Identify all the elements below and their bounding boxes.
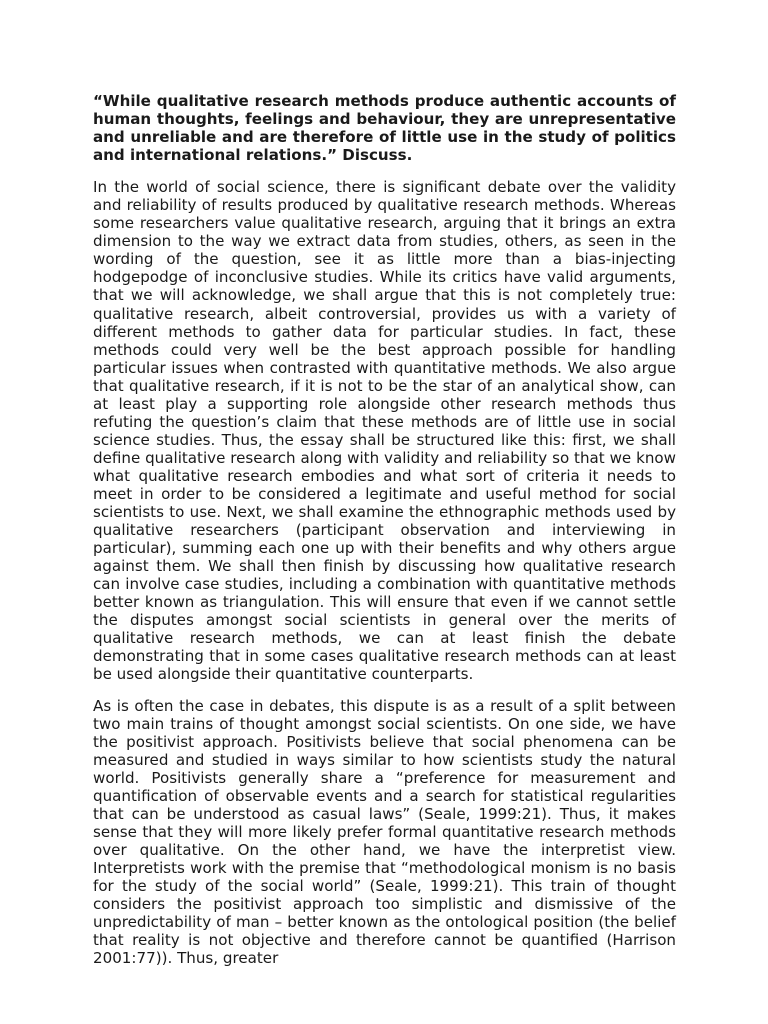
essay-question: “While qualitative research methods produce authentic accounts of human thoughts, feelings and behaviour, they are unrepresentative and unreliable and are therefore of little use in the study of politics and international relations.” Discuss. — [93, 92, 676, 165]
paragraph-introduction: In the world of social science, there is significant debate over the validity and reliability of results produced by qualitative research methods. Whereas some researchers value qualitative research, arguing that it brings an extra dimension to the way we extract data from studies, others, as seen in the wording of the question, see it as little more than a bias-injecting hodgepodge of inconclusive studies. While its critics have valid arguments, that we will acknowledge, we shall argue that this is not completely true: qualitative research, albeit controversial, provides us with a variety of different methods to gather data for particular studies. In fact, these methods could very well be the best approach possible for handling particular issues when contrasted with quantitative methods. We also argue that qualitative research, if it is not to be the star of an analytical show, can at least play a supporting role alongside other research methods thus refuting the question’s claim that these methods are of little use in social science studies. Thus, the essay shall be structured like this: first, we shall define qualitative research along with validity and reliability so that we know what qualitative research embodies and what sort of criteria it needs to meet in order to be considered a legitimate and useful method for social scientists to use. Next, we shall examine the ethnographic methods used by qualitative researchers (participant observation and interviewing in particular), summing each one up with their benefits and why others argue against them. We shall then finish by discussing how qualitative research can involve case studies, including a combination with quantitative methods better known as triangulation. This will ensure that even if we cannot settle the disputes amongst social scientists in general over the merits of qualitative research methods, we can at least finish the debate demonstrating that in some cases qualitative research methods can at least be used alongside their quantitative counterparts. — [93, 178, 676, 684]
document-page — [93, 92, 676, 980]
paragraph-positivist-debate: As is often the case in debates, this dispute is as a result of a split between two main trains of thought amongst social scientists. On one side, we have the positivist approach. Positivists believe that social phenomena can be measured and studied in ways similar to how scientists study the natural world. Positivists generally share a “preference for measurement and quantification of observable events and a search for statistical regularities that can be understood as casual laws” (Seale, 1999:21). Thus, it makes sense that they will more likely prefer formal quantitative research methods over qualitative. On the other hand, we have the interpretist view. Interpretists work with the premise that “methodological monism is no basis for the study of the social world” (Seale, 1999:21). This train of thought considers the positivist approach too simplistic and dismissive of the unpredictability of man – better known as the ontological position (the belief that reality is not objective and therefore cannot be quantified (Harrison 2001:77)). Thus, greater — [93, 696, 676, 968]
